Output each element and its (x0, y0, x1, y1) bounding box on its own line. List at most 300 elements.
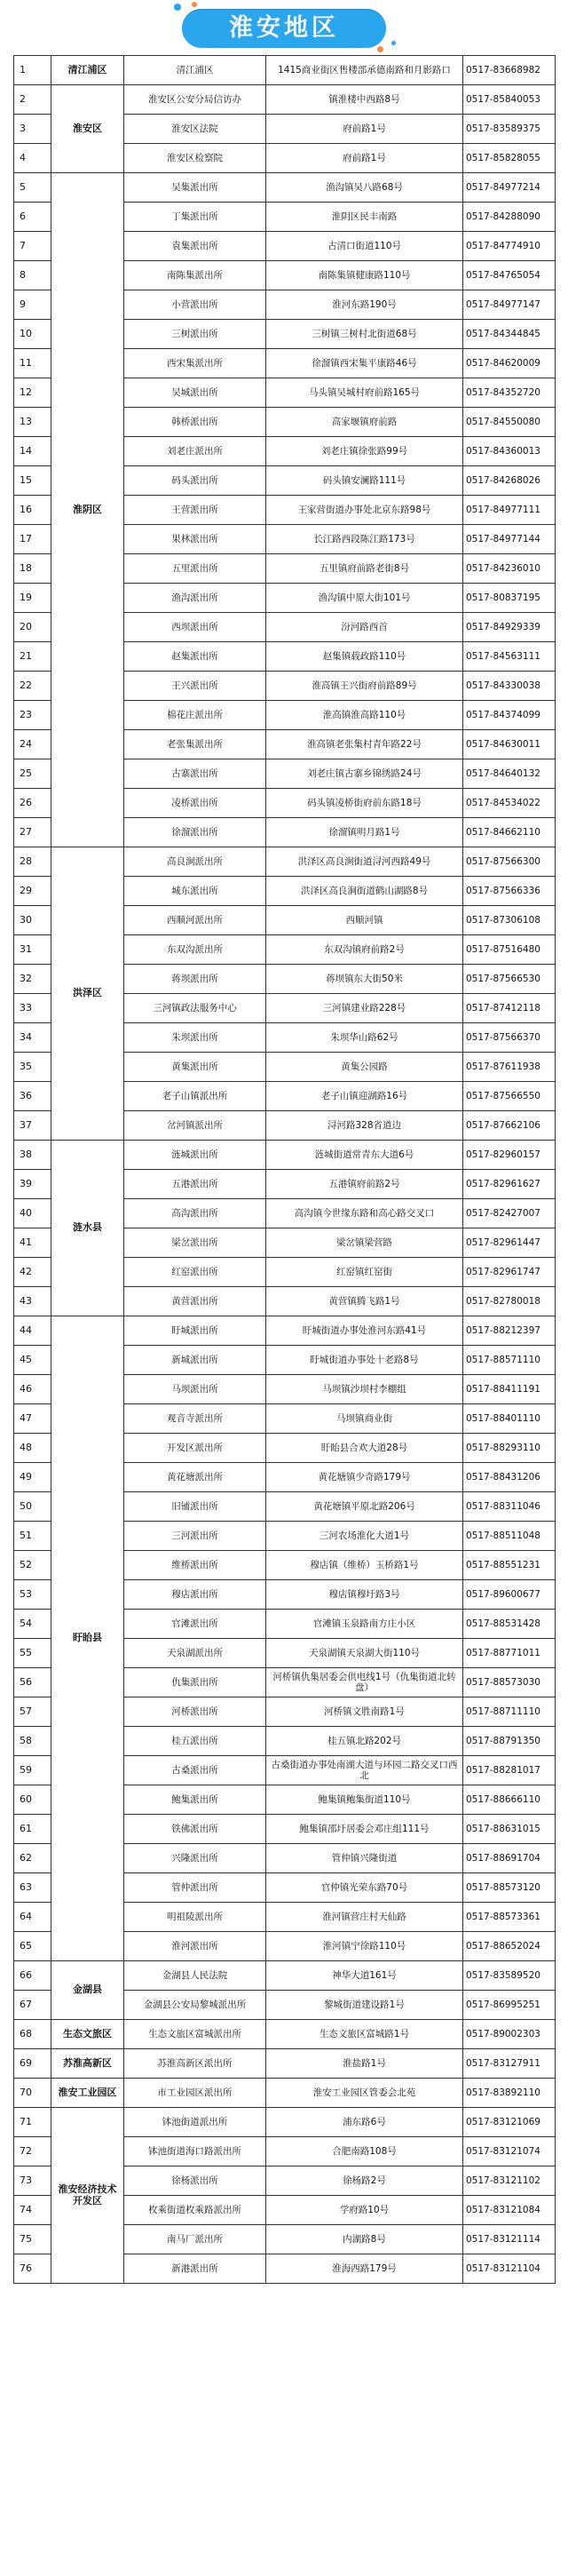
phone-number: 0517-83892110 (463, 2079, 556, 2108)
address: 镇淮楼中西路8号 (266, 85, 463, 115)
address: 刘老庄镇徐张路99号 (266, 437, 463, 466)
address: 黄营镇腾飞路1号 (266, 1287, 463, 1316)
phone-number: 0517-87412118 (463, 994, 556, 1023)
address: 高家堰镇府前路 (266, 408, 463, 437)
address: 三河农场淮化大道1号 (266, 1522, 463, 1551)
unit-name: 淮安区法院 (124, 115, 266, 144)
phone-number: 0517-83589520 (463, 1961, 556, 1991)
row-number: 73 (14, 2167, 51, 2196)
unit-name: 枚乘街道枚乘路派出所 (124, 2196, 266, 2225)
row-number: 43 (14, 1287, 51, 1316)
row-number: 72 (14, 2137, 51, 2167)
address: 三树镇三树村北街道68号 (266, 320, 463, 349)
address: 五港镇府前路2号 (266, 1170, 463, 1199)
phone-number: 0517-83121074 (463, 2137, 556, 2167)
district-cell: 洪泽区 (51, 847, 124, 1141)
address: 马头镇吴城村府前路165号 (266, 378, 463, 408)
district-cell: 淮阴区 (51, 173, 124, 847)
unit-name: 观音寺派出所 (124, 1404, 266, 1434)
row-number: 17 (14, 525, 51, 554)
phone-number: 0517-89600677 (463, 1580, 556, 1610)
address: 学府路10号 (266, 2196, 463, 2225)
district-cell: 生态文旅区 (51, 2020, 124, 2049)
address: 黄花塘镇平原北路206号 (266, 1492, 463, 1522)
address: 洪泽区高良涧街道浔河西路49号 (266, 847, 463, 877)
row-number: 75 (14, 2225, 51, 2254)
phone-number: 0517-84236010 (463, 554, 556, 584)
phone-number: 0517-84630011 (463, 730, 556, 759)
phone-number: 0517-87566550 (463, 1082, 556, 1111)
unit-name: 赵集派出所 (124, 642, 266, 672)
address: 梁岔镇梁营路 (266, 1228, 463, 1258)
unit-name: 刘老庄派出所 (124, 437, 266, 466)
unit-name: 桂五派出所 (124, 1727, 266, 1756)
phone-number: 0517-87611938 (463, 1053, 556, 1082)
address: 鲍集镇邵圩居委会邓庄组111号 (266, 1815, 463, 1844)
unit-name: 淮安区公安分局信访办 (124, 85, 266, 115)
unit-name: 淮安区检察院 (124, 144, 266, 173)
row-number: 3 (14, 115, 51, 144)
unit-name: 市工业园区派出所 (124, 2079, 266, 2108)
address: 淮河镇宁徐路110号 (266, 1932, 463, 1961)
phone-number: 0517-87566300 (463, 847, 556, 877)
row-number: 4 (14, 144, 51, 173)
unit-name: 朱坝派出所 (124, 1023, 266, 1053)
row-number: 25 (14, 759, 51, 789)
unit-name: 红窑派出所 (124, 1258, 266, 1287)
row-number: 65 (14, 1932, 51, 1961)
decoration-bubble (174, 4, 181, 11)
row-number: 62 (14, 1844, 51, 1873)
unit-name: 新城派出所 (124, 1346, 266, 1375)
row-number: 66 (14, 1961, 51, 1991)
table-row (14, 1961, 556, 1991)
unit-name: 盱城派出所 (124, 1316, 266, 1346)
unit-name: 码头派出所 (124, 466, 266, 496)
phone-number: 0517-82960157 (463, 1141, 556, 1170)
address: 马坝镇沙坝村李棚组 (266, 1375, 463, 1404)
address: 朱坝华山路62号 (266, 1023, 463, 1053)
phone-number: 0517-80837195 (463, 584, 556, 613)
decoration-bubble (192, 2, 197, 7)
address: 蒋坝镇东大街50米 (266, 965, 463, 994)
phone-number: 0517-84344845 (463, 320, 556, 349)
row-number: 18 (14, 554, 51, 584)
address: 马坝镇商业街 (266, 1404, 463, 1434)
phone-number: 0517-88573361 (463, 1903, 556, 1932)
row-number: 24 (14, 730, 51, 759)
unit-name: 鲍集派出所 (124, 1785, 266, 1815)
row-number: 35 (14, 1053, 51, 1082)
address: 河桥镇文胜南路1号 (266, 1697, 463, 1727)
unit-name: 东双沟派出所 (124, 935, 266, 965)
address: 徐溜镇西宋集平康路46号 (266, 349, 463, 378)
phone-number: 0517-85840053 (463, 85, 556, 115)
unit-name: 五里派出所 (124, 554, 266, 584)
address: 洪泽区高良涧街道鹤山湖路8号 (266, 877, 463, 906)
phone-number: 0517-88411191 (463, 1375, 556, 1404)
phone-number: 0517-88571110 (463, 1346, 556, 1375)
phone-number: 0517-82961747 (463, 1258, 556, 1287)
row-number: 50 (14, 1492, 51, 1522)
phone-number: 0517-83121104 (463, 2254, 556, 2284)
row-number: 74 (14, 2196, 51, 2225)
row-number: 61 (14, 1815, 51, 1844)
unit-name: 三河镇政法服务中心 (124, 994, 266, 1023)
district-cell: 清江浦区 (51, 56, 124, 85)
address: 徐杨路2号 (266, 2167, 463, 2196)
address: 黄集公园路 (266, 1053, 463, 1082)
row-number: 54 (14, 1610, 51, 1639)
phone-number: 0517-84774910 (463, 232, 556, 261)
phone-number: 0517-84977144 (463, 525, 556, 554)
row-number: 1 (14, 56, 51, 85)
district-cell: 盱眙县 (51, 1316, 124, 1961)
row-number: 12 (14, 378, 51, 408)
unit-name: 淮河派出所 (124, 1932, 266, 1961)
row-number: 69 (14, 2049, 51, 2079)
unit-name: 岔河镇派出所 (124, 1111, 266, 1141)
unit-name: 西宋集派出所 (124, 349, 266, 378)
row-number: 21 (14, 642, 51, 672)
phone-number: 0517-84640132 (463, 759, 556, 789)
address: 渔沟镇中原大街101号 (266, 584, 463, 613)
address: 涟城街道常青东大道6号 (266, 1141, 463, 1170)
phone-number: 0517-88652024 (463, 1932, 556, 1961)
row-number: 63 (14, 1873, 51, 1903)
phone-number: 0517-82780018 (463, 1287, 556, 1316)
table-row (14, 2049, 556, 2079)
table-row (14, 2079, 556, 2108)
row-number: 39 (14, 1170, 51, 1199)
phone-number: 0517-84563111 (463, 642, 556, 672)
address: 神华大道161号 (266, 1961, 463, 1991)
row-number: 57 (14, 1697, 51, 1727)
district-cell: 苏淮高新区 (51, 2049, 124, 2079)
table-row (14, 85, 556, 115)
address: 高沟镇今世缘东路和高心路交叉口 (266, 1199, 463, 1228)
unit-name: 马坝派出所 (124, 1375, 266, 1404)
unit-name: 棉花庄派出所 (124, 701, 266, 730)
address: 桂五镇北路202号 (266, 1727, 463, 1756)
phone-number: 0517-88771011 (463, 1639, 556, 1668)
phone-number: 0517-88431206 (463, 1463, 556, 1492)
row-number: 8 (14, 261, 51, 290)
unit-name: 吴城派出所 (124, 378, 266, 408)
unit-name: 钵池街道海口路派出所 (124, 2137, 266, 2167)
row-number: 5 (14, 173, 51, 203)
address: 官滩镇玉泉路南方庄小区 (266, 1610, 463, 1639)
row-number: 44 (14, 1316, 51, 1346)
row-number: 52 (14, 1551, 51, 1580)
row-number: 42 (14, 1258, 51, 1287)
row-number: 64 (14, 1903, 51, 1932)
decoration-bubble (377, 46, 383, 52)
row-number: 53 (14, 1580, 51, 1610)
unit-name: 官滩派出所 (124, 1610, 266, 1639)
unit-name: 河桥派出所 (124, 1697, 266, 1727)
unit-name: 老子山镇派出所 (124, 1082, 266, 1111)
unit-name: 老张集派出所 (124, 730, 266, 759)
row-number: 47 (14, 1404, 51, 1434)
phone-number: 0517-84977214 (463, 173, 556, 203)
table-row (14, 1141, 556, 1170)
unit-name: 五港派出所 (124, 1170, 266, 1199)
unit-name: 韩桥派出所 (124, 408, 266, 437)
phone-number: 0517-88311046 (463, 1492, 556, 1522)
address: 淮高镇淮高路110号 (266, 701, 463, 730)
phone-number: 0517-88531428 (463, 1610, 556, 1639)
row-number: 70 (14, 2079, 51, 2108)
address: 天泉湖镇天泉湖大街110号 (266, 1639, 463, 1668)
table-row (14, 56, 556, 85)
phone-number: 0517-88212397 (463, 1316, 556, 1346)
address: 淮高镇王兴街府前路89号 (266, 672, 463, 701)
unit-name: 徐溜派出所 (124, 818, 266, 847)
address: 淮阴区民丰南路 (266, 203, 463, 232)
row-number: 48 (14, 1434, 51, 1463)
row-number: 76 (14, 2254, 51, 2284)
unit-name: 城东派出所 (124, 877, 266, 906)
unit-name: 三树派出所 (124, 320, 266, 349)
phone-number: 0517-84977147 (463, 290, 556, 320)
row-number: 2 (14, 85, 51, 115)
address: 刘老庄镇古寨乡锦绣路24号 (266, 759, 463, 789)
phone-number: 0517-84374099 (463, 701, 556, 730)
unit-name: 黄集派出所 (124, 1053, 266, 1082)
phone-number: 0517-88401110 (463, 1404, 556, 1434)
address-table-container (13, 55, 555, 2284)
row-number: 30 (14, 906, 51, 935)
address: 府前路1号 (266, 144, 463, 173)
row-number: 9 (14, 290, 51, 320)
unit-name: 小营派出所 (124, 290, 266, 320)
row-number: 6 (14, 203, 51, 232)
district-cell: 淮安区 (51, 85, 124, 173)
unit-name: 明祖陵派出所 (124, 1903, 266, 1932)
unit-name: 古寨派出所 (124, 759, 266, 789)
row-number: 13 (14, 408, 51, 437)
row-number: 36 (14, 1082, 51, 1111)
address: 码头镇凌桥街府前东路18号 (266, 789, 463, 818)
table-row (14, 1316, 556, 1346)
phone-number: 0517-84620009 (463, 349, 556, 378)
unit-name: 铁佛派出所 (124, 1815, 266, 1844)
address: 浦东路6号 (266, 2108, 463, 2137)
row-number: 28 (14, 847, 51, 877)
table-row (14, 2020, 556, 2049)
phone-number: 0517-82961447 (463, 1228, 556, 1258)
table-row (14, 847, 556, 877)
address: 鲍集镇鲍集街道110号 (266, 1785, 463, 1815)
phone-number: 0517-87662106 (463, 1111, 556, 1141)
phone-number: 0517-88573120 (463, 1873, 556, 1903)
address: 穆店镇穆圩路3号 (266, 1580, 463, 1610)
row-number: 60 (14, 1785, 51, 1815)
address: 管仲镇兴隆街道 (266, 1844, 463, 1873)
unit-name: 钵池街道派出所 (124, 2108, 266, 2137)
unit-name: 金湖县公安局黎城派出所 (124, 1991, 266, 2020)
row-number: 7 (14, 232, 51, 261)
phone-number: 0517-88511048 (463, 1522, 556, 1551)
row-number: 45 (14, 1346, 51, 1375)
unit-name: 高沟派出所 (124, 1199, 266, 1228)
phone-number: 0517-84268026 (463, 466, 556, 496)
row-number: 31 (14, 935, 51, 965)
phone-number: 0517-87306108 (463, 906, 556, 935)
unit-name: 王兴派出所 (124, 672, 266, 701)
phone-number: 0517-86995251 (463, 1991, 556, 2020)
row-number: 46 (14, 1375, 51, 1404)
unit-name: 天泉湖派出所 (124, 1639, 266, 1668)
row-number: 19 (14, 584, 51, 613)
phone-number: 0517-88691704 (463, 1844, 556, 1873)
unit-name: 梁岔派出所 (124, 1228, 266, 1258)
district-cell: 淮安经济技术开发区 (51, 2108, 124, 2284)
row-number: 40 (14, 1199, 51, 1228)
address: 淮盐路1号 (266, 2049, 463, 2079)
row-number: 71 (14, 2108, 51, 2137)
address: 淮安工业园区管委会北苑 (266, 2079, 463, 2108)
phone-number: 0517-84977111 (463, 496, 556, 525)
address: 淮河东路190号 (266, 290, 463, 320)
address: 内湖路8号 (266, 2225, 463, 2254)
address: 红窑镇红窑街 (266, 1258, 463, 1287)
row-number: 33 (14, 994, 51, 1023)
address: 徐溜镇明月路1号 (266, 818, 463, 847)
row-number: 20 (14, 613, 51, 642)
unit-name: 南马厂派出所 (124, 2225, 266, 2254)
phone-number: 0517-88573030 (463, 1668, 556, 1697)
phone-number: 0517-83589375 (463, 115, 556, 144)
address: 老子山镇迎湖路16号 (266, 1082, 463, 1111)
table-row (14, 2108, 556, 2137)
unit-name: 黄营派出所 (124, 1287, 266, 1316)
unit-name: 苏淮高新区派出所 (124, 2049, 266, 2079)
district-cell: 淮安工业园区 (51, 2079, 124, 2108)
row-number: 29 (14, 877, 51, 906)
phone-number: 0517-84330038 (463, 672, 556, 701)
phone-number: 0517-88631015 (463, 1815, 556, 1844)
row-number: 55 (14, 1639, 51, 1668)
phone-number: 0517-83127911 (463, 2049, 556, 2079)
address: 西顺河镇 (266, 906, 463, 935)
address: 黎城街道建设路1号 (266, 1991, 463, 2020)
address: 官仲镇光荣东路70号 (266, 1873, 463, 1903)
unit-name: 生态文旅区富城派出所 (124, 2020, 266, 2049)
address: 三河镇建业路228号 (266, 994, 463, 1023)
unit-name: 蒋坝派出所 (124, 965, 266, 994)
phone-number: 0517-88666110 (463, 1785, 556, 1815)
address: 盱城街道办事处十老路8号 (266, 1346, 463, 1375)
row-number: 51 (14, 1522, 51, 1551)
unit-name: 黄花塘派出所 (124, 1463, 266, 1492)
row-number: 11 (14, 349, 51, 378)
phone-number: 0517-84929339 (463, 613, 556, 642)
phone-number: 0517-88551231 (463, 1551, 556, 1580)
district-cell: 金湖县 (51, 1961, 124, 2020)
unit-name: 三河派出所 (124, 1522, 266, 1551)
phone-number: 0517-88711110 (463, 1697, 556, 1727)
phone-number: 0517-84360013 (463, 437, 556, 466)
row-number: 59 (14, 1756, 51, 1785)
address: 府前路1号 (266, 115, 463, 144)
row-number: 32 (14, 965, 51, 994)
address: 淮河镇营庄村天仙路 (266, 1903, 463, 1932)
unit-name: 西顺河派出所 (124, 906, 266, 935)
phone-number: 0517-84352720 (463, 378, 556, 408)
unit-name: 开发区派出所 (124, 1434, 266, 1463)
phone-number: 0517-87566530 (463, 965, 556, 994)
phone-number: 0517-88281017 (463, 1756, 556, 1785)
phone-number: 0517-83121102 (463, 2167, 556, 2196)
row-number: 34 (14, 1023, 51, 1053)
unit-name: 果林派出所 (124, 525, 266, 554)
address: 长江路西段陈江路173号 (266, 525, 463, 554)
phone-number: 0517-82961627 (463, 1170, 556, 1199)
row-number: 22 (14, 672, 51, 701)
row-number: 26 (14, 789, 51, 818)
phone-number: 0517-84765054 (463, 261, 556, 290)
phone-number: 0517-83121069 (463, 2108, 556, 2137)
row-number: 16 (14, 496, 51, 525)
row-number: 38 (14, 1141, 51, 1170)
phone-number: 0517-87516480 (463, 935, 556, 965)
address: 淮海西路179号 (266, 2254, 463, 2284)
unit-name: 吴集派出所 (124, 173, 266, 203)
unit-name: 涟城派出所 (124, 1141, 266, 1170)
unit-name: 新港派出所 (124, 2254, 266, 2284)
phone-number: 0517-87566370 (463, 1023, 556, 1053)
unit-name: 兴隆派出所 (124, 1844, 266, 1873)
address-table-body (14, 56, 556, 2284)
unit-name: 管仲派出所 (124, 1873, 266, 1903)
page-title: 淮安地区 (182, 9, 386, 48)
phone-number: 0517-83668982 (463, 56, 556, 85)
unit-name: 袁集派出所 (124, 232, 266, 261)
row-number: 27 (14, 818, 51, 847)
row-number: 58 (14, 1727, 51, 1756)
unit-name: 王营派出所 (124, 496, 266, 525)
unit-name: 清江浦区 (124, 56, 266, 85)
unit-name: 渔沟派出所 (124, 584, 266, 613)
phone-number: 0517-82427007 (463, 1199, 556, 1228)
address: 汾河路西首 (266, 613, 463, 642)
address: 盱眙县合欢大道28号 (266, 1434, 463, 1463)
address: 盱城街道办事处淮河东路41号 (266, 1316, 463, 1346)
page-header (0, 0, 568, 59)
row-number: 49 (14, 1463, 51, 1492)
phone-number: 0517-89002303 (463, 2020, 556, 2049)
phone-number: 0517-83121084 (463, 2196, 556, 2225)
address: 古桑街道办事处南湖大道与环园二路交叉口西北 (266, 1756, 463, 1785)
address: 河桥镇仇集居委会供电线1号（仇集街道北转盘） (266, 1668, 463, 1697)
unit-name: 金湖县人民法院 (124, 1961, 266, 1991)
unit-name: 古桑派出所 (124, 1756, 266, 1785)
address: 码头镇安澜路111号 (266, 466, 463, 496)
address: 黄花塘镇少奇路179号 (266, 1463, 463, 1492)
address: 古清口街道110号 (266, 232, 463, 261)
row-number: 41 (14, 1228, 51, 1258)
row-number: 23 (14, 701, 51, 730)
phone-number: 0517-83121114 (463, 2225, 556, 2254)
address: 王家营街道办事处北京东路98号 (266, 496, 463, 525)
address: 穆店镇（维桥）玉桥路1号 (266, 1551, 463, 1580)
address: 浔河路328省道边 (266, 1111, 463, 1141)
row-number: 67 (14, 1991, 51, 2020)
phone-number: 0517-88791350 (463, 1727, 556, 1756)
row-number: 14 (14, 437, 51, 466)
